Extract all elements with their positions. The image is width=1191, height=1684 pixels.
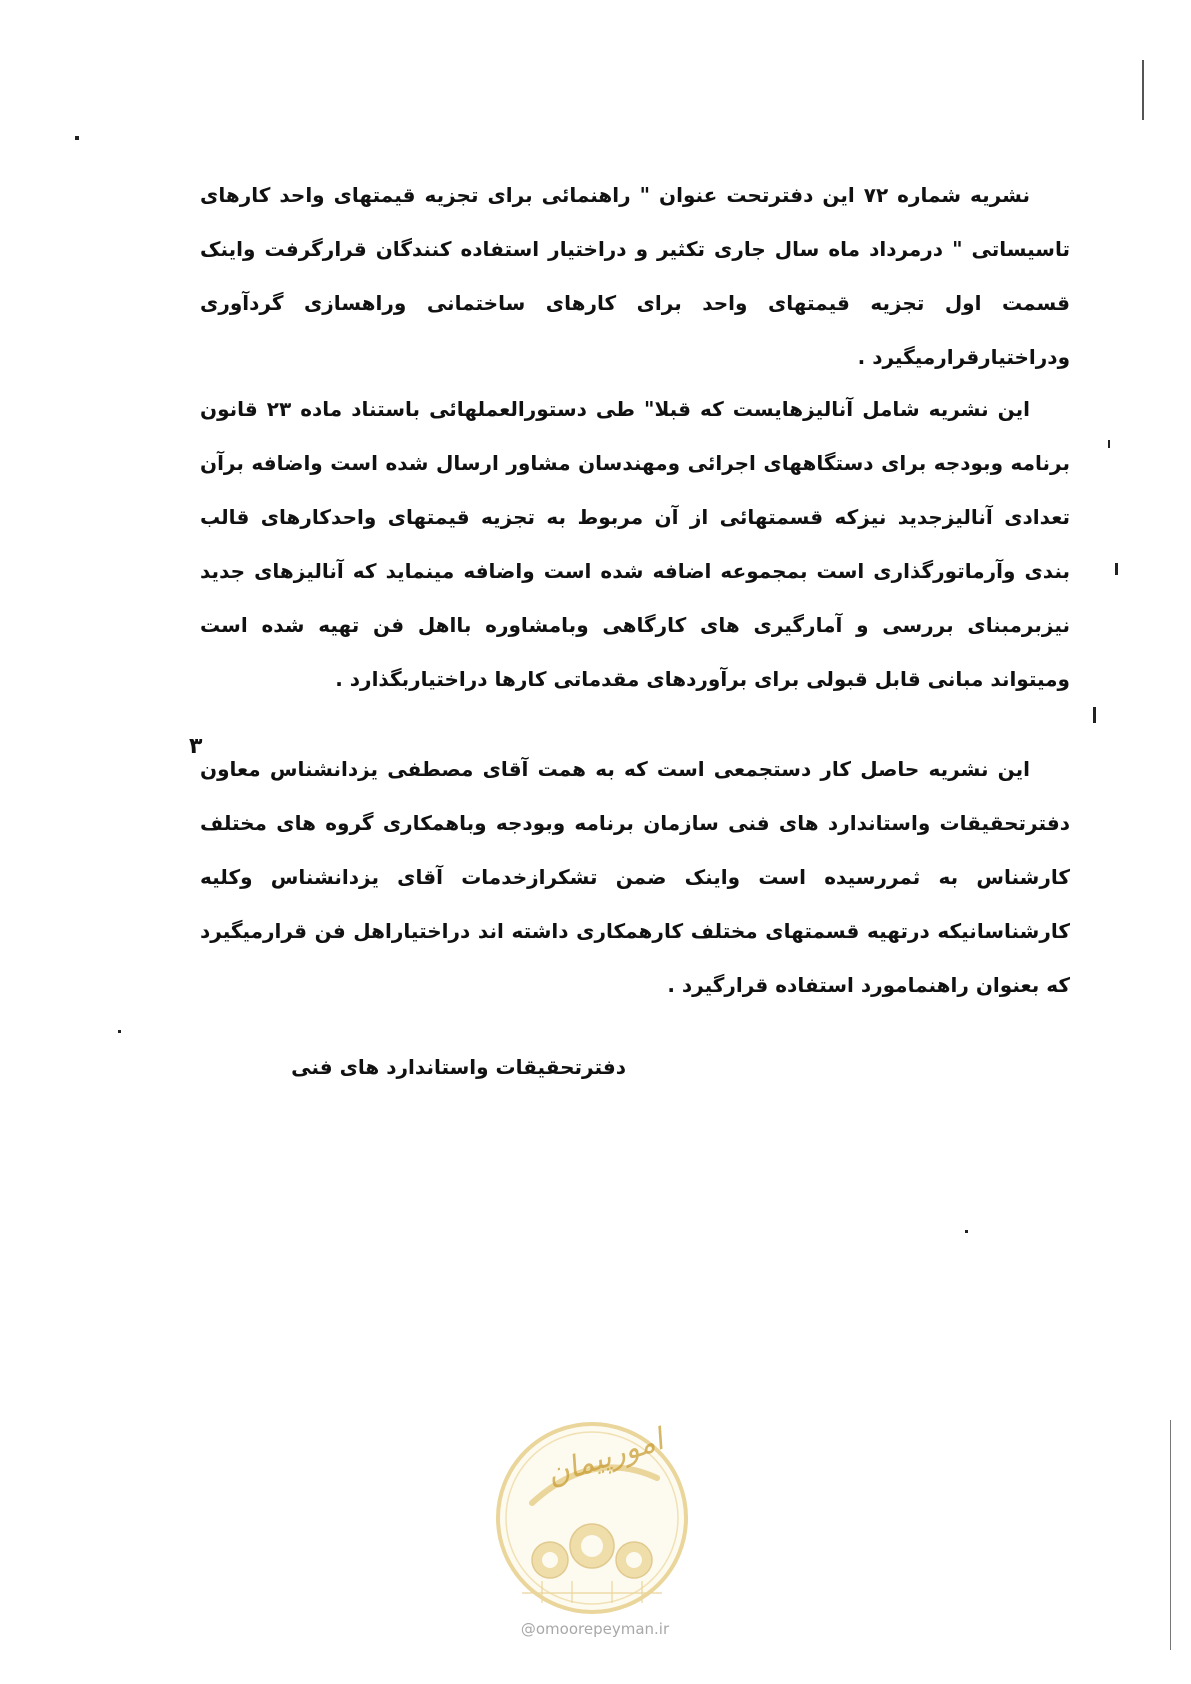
- scan-speck: [1108, 440, 1110, 448]
- scan-edge-line: [1170, 1420, 1171, 1650]
- scan-speck: [965, 1230, 968, 1233]
- page-number: ۳: [189, 734, 203, 759]
- scan-speck: [1093, 707, 1096, 723]
- watermark-url: @omoorepeyman.ir: [520, 1620, 670, 1638]
- paragraph-1-text: نشریه شماره ۷۲ این دفترتحت عنوان " راهنمائی برای تجزیه قیمتهای واحد کارهای تاسیساتی " درمرداد ماه سال جاری تکثیر و دراختیار استفاده کنندگان قرارگرفت واینک قسمت اول تجزیه قیمتهای واحد برای کارهای ساختمانی وراهسازی گردآوری ودراختیارقرارمیگیرد .: [200, 183, 1070, 369]
- paragraph-3-text: این نشریه حاصل کار دستجمعی است که به همت آقای مصطفی یزدانشناس معاون دفترتحقیقات واستاندارد های فنی سازمان برنامه وبودجه وباهمکاری گروه های مختلف کارشناس به ثمررسیده است واینک ضمن تشکرازخدمات آقای یزدانشناس وکلیه کارشناسانیکه درتهیه قسمتهای مختلف کارهمکاری داشته اند دراختیاراهل فن قرارمیگیرد که بعنوان راهنمامورد استفاده قرارگیرد .: [200, 757, 1070, 997]
- scan-edge-line: [1142, 60, 1144, 120]
- scan-speck: [118, 1030, 121, 1033]
- watermark-logo-text: امورپیمان: [542, 1422, 668, 1493]
- scan-speck: [75, 136, 79, 140]
- signature: دفترتحقیقات واستاندارد های فنی: [291, 1055, 626, 1079]
- paragraph-2-text: این نشریه شامل آنالیزهایست که قبلا" طی دستورالعملهائی باستناد ماده ۲۳ قانون برنامه وبودجه برای دستگاههای اجرائی ومهندسان مشاور ارسال شده است واضافه برآن تعدادی آنالیزجدید نیزکه قسمتهائی از آن مربوط به تجزیه قیمتهای واحدکارهای قالب بندی وآرماتورگذاری است بمجموعه اضافه شده است واضافه مینماید که آنالیزهای جدید نیزبرمبنای بررسی و آمارگیری های کارگاهی وبامشاوره بااهل فن تهیه شده است ومیتواند مبانی قابل قبولی برای برآوردهای مقدماتی کارها دراختیاربگذارد .: [200, 397, 1070, 691]
- scan-speck: [1115, 563, 1118, 575]
- paragraph-3: [200, 742, 1070, 1012]
- paragraph-1: [200, 168, 1070, 384]
- paragraph-2: [200, 382, 1070, 706]
